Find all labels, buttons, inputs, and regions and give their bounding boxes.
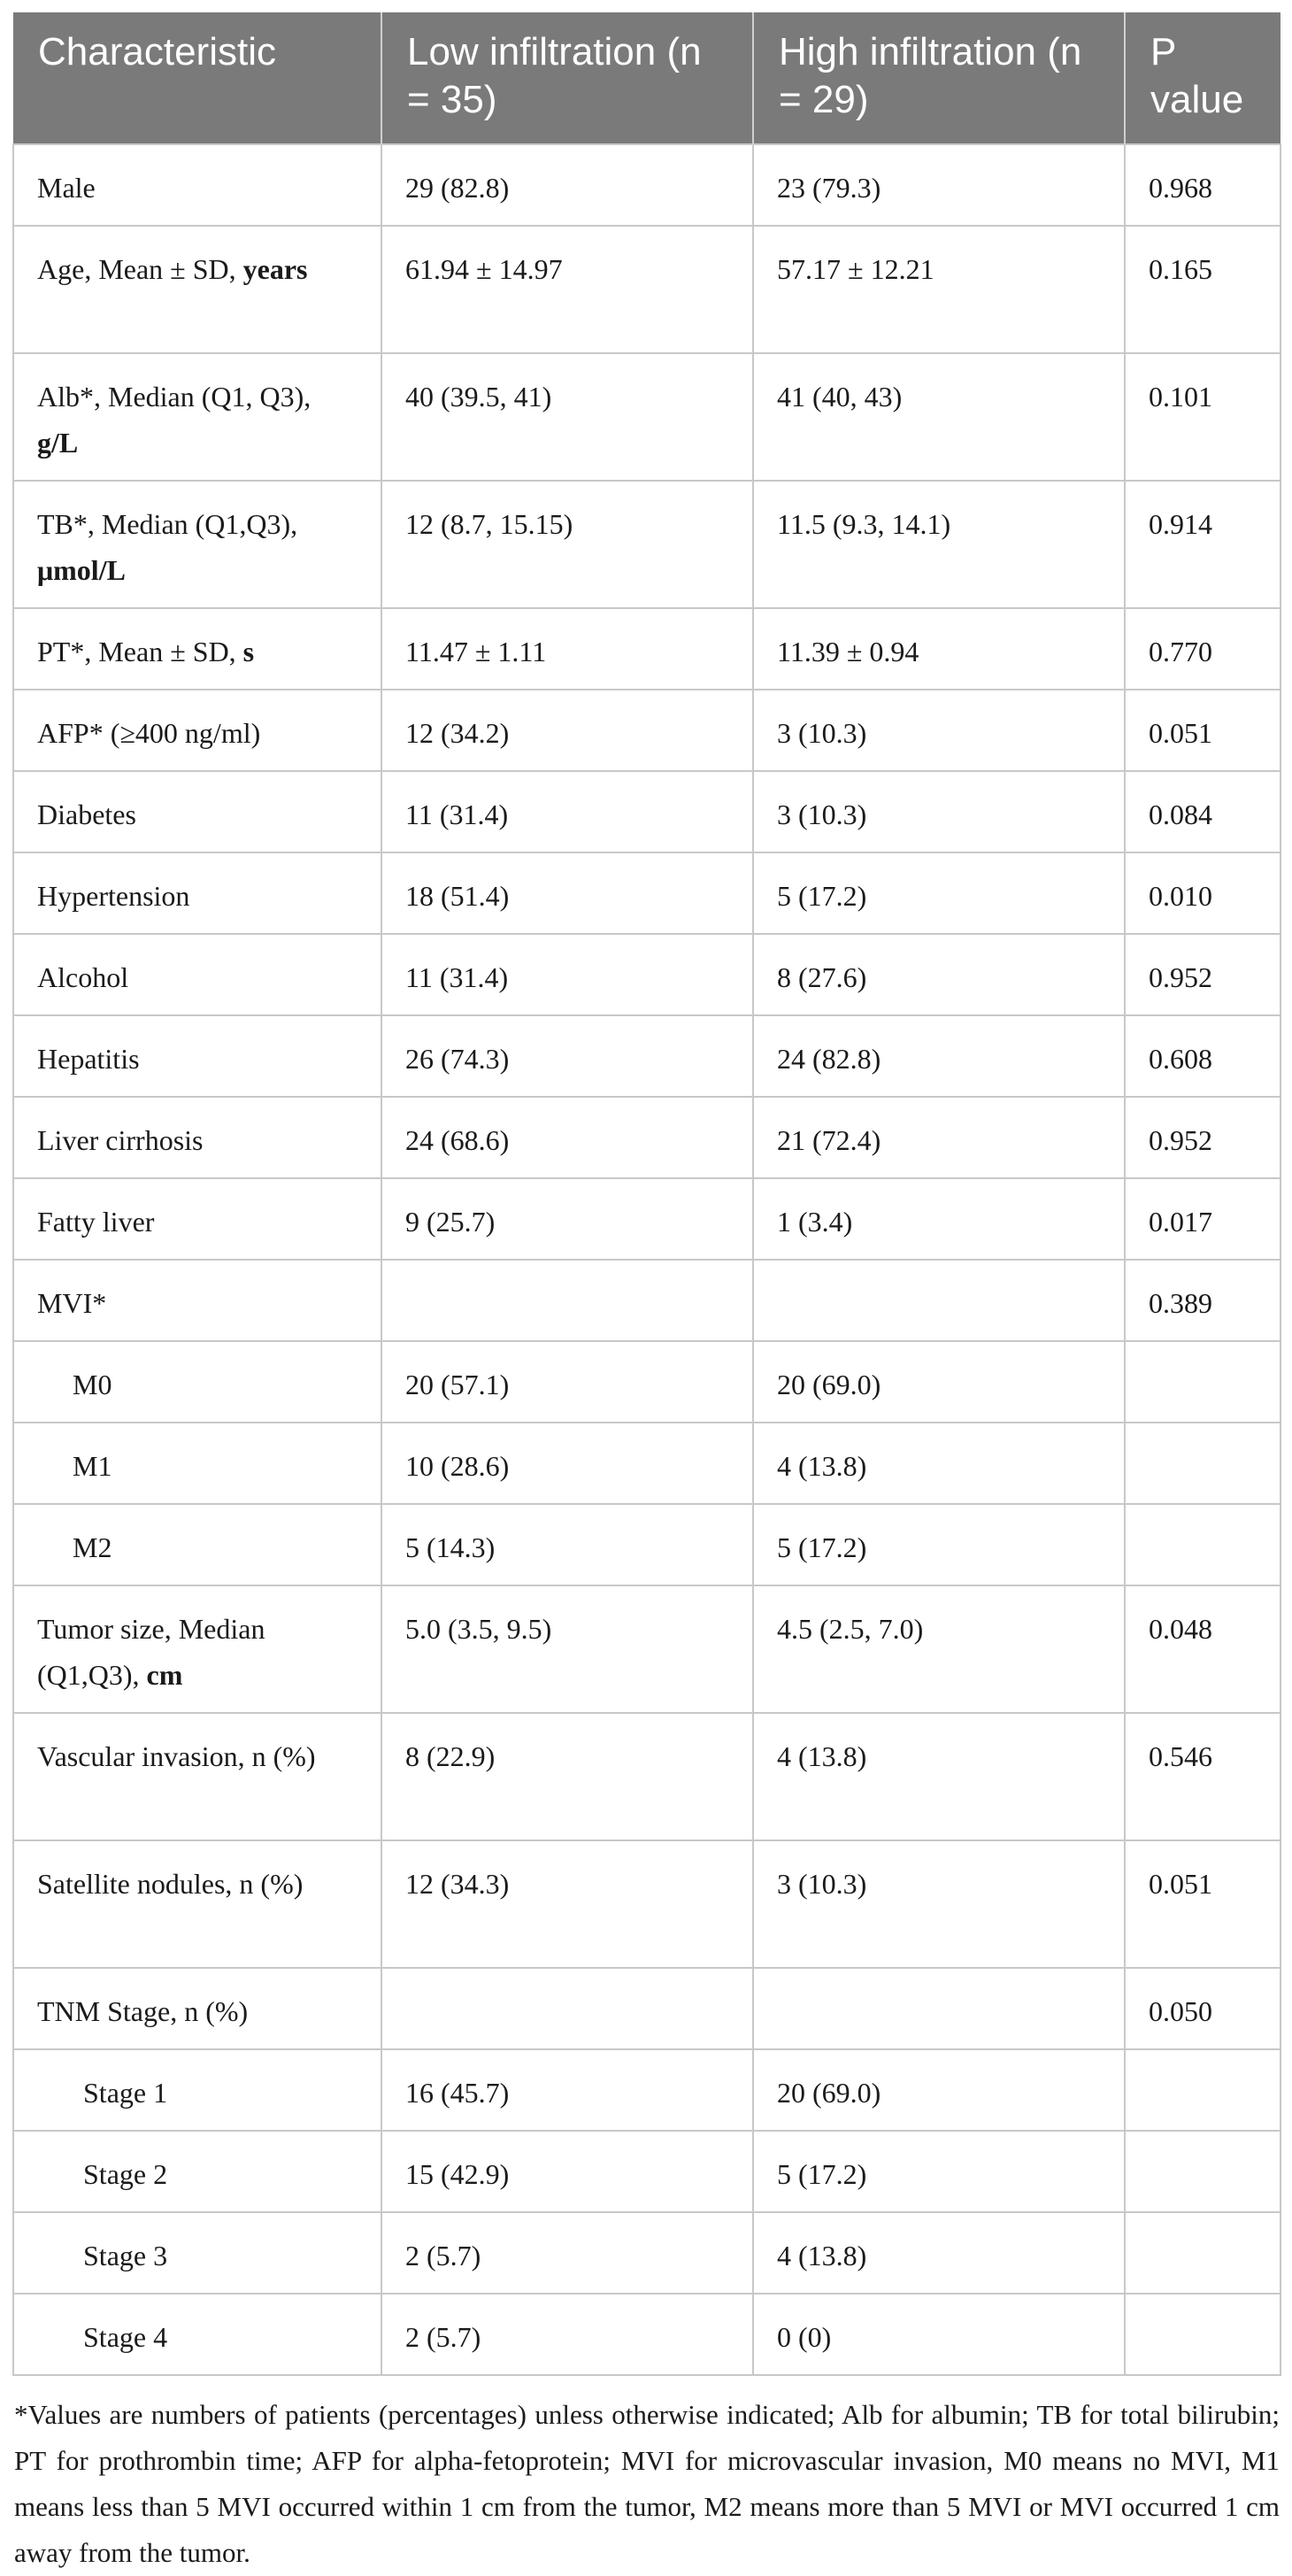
table-row (13, 226, 1280, 353)
characteristic-cell (13, 1713, 381, 1840)
characteristic-label: Diabetes (37, 798, 136, 830)
header-characteristic: Characteristic (13, 12, 381, 144)
table-row (13, 852, 1280, 934)
p-value-cell: 0.952 (1125, 1097, 1280, 1178)
p-value-cell: 0.968 (1125, 144, 1280, 226)
p-value-cell: 0.051 (1125, 1840, 1280, 1968)
characteristic-label: Hypertension (37, 880, 190, 912)
characteristic-cell (13, 934, 381, 1015)
characteristic-unit: years (242, 253, 308, 285)
p-value-cell: 0.608 (1125, 1015, 1280, 1097)
low-infiltration-cell (381, 1260, 753, 1341)
characteristic-cell (13, 608, 381, 690)
characteristic-cell (13, 1585, 381, 1713)
header-high-infiltration: High infiltration (n = 29) (753, 12, 1125, 144)
low-infiltration-cell: 16 (45.7) (381, 2049, 753, 2131)
table-body (13, 144, 1280, 2375)
table-row (13, 1097, 1280, 1178)
characteristic-unit: cm (146, 1659, 183, 1691)
high-infiltration-cell: 4.5 (2.5, 7.0) (753, 1585, 1125, 1713)
p-value-cell (1125, 2294, 1280, 2375)
low-infiltration-cell: 12 (34.2) (381, 690, 753, 771)
high-infiltration-cell: 20 (69.0) (753, 2049, 1125, 2131)
characteristic-cell (13, 1097, 381, 1178)
low-infiltration-cell: 61.94 ± 14.97 (381, 226, 753, 353)
high-infiltration-cell: 41 (40, 43) (753, 353, 1125, 481)
high-infiltration-cell: 23 (79.3) (753, 144, 1125, 226)
table-row (13, 1341, 1280, 1423)
high-infiltration-cell (753, 1260, 1125, 1341)
characteristic-label: AFP* (≥400 ng/ml) (37, 717, 261, 749)
high-infiltration-cell: 5 (17.2) (753, 852, 1125, 934)
table-row (13, 1713, 1280, 1840)
characteristic-label: Male (37, 172, 96, 204)
table-row (13, 1260, 1280, 1341)
low-infiltration-cell (381, 1968, 753, 2049)
p-value-cell (1125, 1504, 1280, 1585)
characteristic-label: Alb*, Median (Q1, Q3), (37, 381, 311, 413)
low-infiltration-cell: 18 (51.4) (381, 852, 753, 934)
p-value-cell: 0.010 (1125, 852, 1280, 934)
p-value-cell: 0.389 (1125, 1260, 1280, 1341)
characteristic-cell (13, 144, 381, 226)
characteristic-label: Alcohol (37, 961, 129, 993)
characteristic-cell (13, 1178, 381, 1260)
p-value-cell (1125, 2049, 1280, 2131)
characteristic-label: Fatty liver (37, 1206, 155, 1238)
characteristic-cell (13, 690, 381, 771)
low-infiltration-cell: 10 (28.6) (381, 1423, 753, 1504)
low-infiltration-cell: 29 (82.8) (381, 144, 753, 226)
table-row (13, 1423, 1280, 1504)
high-infiltration-cell: 3 (10.3) (753, 1840, 1125, 1968)
low-infiltration-cell: 11.47 ± 1.11 (381, 608, 753, 690)
high-infiltration-cell (753, 1968, 1125, 2049)
characteristic-label: Vascular invasion, n (%) (37, 1740, 316, 1772)
table-row (13, 1840, 1280, 1968)
table-row (13, 2294, 1280, 2375)
characteristic-cell (13, 226, 381, 353)
p-value-cell: 0.914 (1125, 481, 1280, 608)
high-infiltration-cell: 5 (17.2) (753, 1504, 1125, 1585)
characteristic-cell (13, 2049, 381, 2131)
low-infiltration-cell: 20 (57.1) (381, 1341, 753, 1423)
table-row (13, 1504, 1280, 1585)
low-infiltration-cell: 26 (74.3) (381, 1015, 753, 1097)
p-value-cell: 0.017 (1125, 1178, 1280, 1260)
table-row (13, 1968, 1280, 2049)
p-value-cell: 0.048 (1125, 1585, 1280, 1713)
p-value-cell: 0.051 (1125, 690, 1280, 771)
characteristic-label: Tumor size, Median (Q1,Q3), (37, 1613, 265, 1691)
characteristic-cell (13, 852, 381, 934)
p-value-cell (1125, 2212, 1280, 2294)
characteristic-cell (13, 1968, 381, 2049)
table-row (13, 144, 1280, 226)
high-infiltration-cell: 4 (13.8) (753, 1713, 1125, 1840)
high-infiltration-cell: 3 (10.3) (753, 690, 1125, 771)
p-value-cell (1125, 1341, 1280, 1423)
characteristic-unit: s (242, 636, 255, 667)
low-infiltration-cell: 11 (31.4) (381, 771, 753, 852)
table-row (13, 2212, 1280, 2294)
table-row (13, 2049, 1280, 2131)
table-row (13, 608, 1280, 690)
low-infiltration-cell: 11 (31.4) (381, 934, 753, 1015)
characteristic-cell (13, 1423, 381, 1504)
low-infiltration-cell: 12 (34.3) (381, 1840, 753, 1968)
characteristic-cell (13, 353, 381, 481)
table-row (13, 1585, 1280, 1713)
characteristic-unit: μmol/L (37, 554, 126, 586)
high-infiltration-cell: 11.39 ± 0.94 (753, 608, 1125, 690)
table-footnote: *Values are numbers of patients (percentages) unless otherwise indicated; Alb for albumin; TB for total bilirubin; PT for prothrombin time; AFP for alpha-fetoprotein; MVI for microvascular invasion, M0 means no MVI, M1 means less than 5 MVI occurred within 1 cm from the tumor, M2 means more than 5 MVI or MVI occurred 1 cm away from the tumor. (14, 2399, 1280, 2568)
high-infiltration-cell: 21 (72.4) (753, 1097, 1125, 1178)
characteristic-cell (13, 1260, 381, 1341)
characteristic-label: Liver cirrhosis (37, 1124, 204, 1156)
low-infiltration-cell: 24 (68.6) (381, 1097, 753, 1178)
characteristic-cell (13, 771, 381, 852)
table-row (13, 353, 1280, 481)
characteristic-unit: g/L (37, 427, 79, 459)
characteristic-cell (13, 1840, 381, 1968)
low-infiltration-cell: 2 (5.7) (381, 2212, 753, 2294)
characteristic-label: MVI* (37, 1287, 107, 1319)
table-row (13, 481, 1280, 608)
characteristic-cell (13, 481, 381, 608)
low-infiltration-cell: 8 (22.9) (381, 1713, 753, 1840)
header-low-infiltration: Low infiltration (n = 35) (381, 12, 753, 144)
characteristic-cell (13, 1341, 381, 1423)
characteristic-label: M2 (73, 1531, 112, 1563)
high-infiltration-cell: 5 (17.2) (753, 2131, 1125, 2212)
p-value-cell (1125, 2131, 1280, 2212)
high-infiltration-cell: 20 (69.0) (753, 1341, 1125, 1423)
p-value-cell: 0.084 (1125, 771, 1280, 852)
p-value-cell: 0.770 (1125, 608, 1280, 690)
characteristic-label: Stage 2 (83, 2158, 168, 2190)
low-infiltration-cell: 12 (8.7, 15.15) (381, 481, 753, 608)
table-row (13, 690, 1280, 771)
characteristic-label: Age, Mean ± SD, (37, 253, 243, 285)
header-p-value: P value (1125, 12, 1280, 144)
low-infiltration-cell: 15 (42.9) (381, 2131, 753, 2212)
table-row (13, 2131, 1280, 2212)
high-infiltration-cell: 11.5 (9.3, 14.1) (753, 481, 1125, 608)
characteristic-label: Stage 3 (83, 2240, 168, 2271)
characteristic-label: PT*, Mean ± SD, (37, 636, 243, 667)
high-infiltration-cell: 57.17 ± 12.21 (753, 226, 1125, 353)
high-infiltration-cell: 4 (13.8) (753, 1423, 1125, 1504)
characteristic-cell (13, 2131, 381, 2212)
characteristic-label: TB*, Median (Q1,Q3), (37, 508, 298, 540)
characteristic-label: Satellite nodules, n (%) (37, 1868, 304, 1900)
low-infiltration-cell: 5.0 (3.5, 9.5) (381, 1585, 753, 1713)
high-infiltration-cell: 8 (27.6) (753, 934, 1125, 1015)
p-value-cell: 0.546 (1125, 1713, 1280, 1840)
p-value-cell: 0.101 (1125, 353, 1280, 481)
characteristic-cell (13, 1504, 381, 1585)
table-header-row (13, 12, 1280, 144)
table-row (13, 934, 1280, 1015)
table-row (13, 1015, 1280, 1097)
characteristics-table (12, 12, 1281, 2376)
characteristic-label: Hepatitis (37, 1043, 140, 1075)
characteristic-cell (13, 2294, 381, 2375)
p-value-cell: 0.165 (1125, 226, 1280, 353)
low-infiltration-cell: 40 (39.5, 41) (381, 353, 753, 481)
p-value-cell: 0.952 (1125, 934, 1280, 1015)
high-infiltration-cell: 24 (82.8) (753, 1015, 1125, 1097)
characteristic-label: M1 (73, 1450, 112, 1482)
characteristic-cell (13, 1015, 381, 1097)
characteristic-label: Stage 4 (83, 2321, 168, 2353)
high-infiltration-cell: 3 (10.3) (753, 771, 1125, 852)
characteristic-label: TNM Stage, n (%) (37, 1995, 249, 2027)
high-infiltration-cell: 0 (0) (753, 2294, 1125, 2375)
high-infiltration-cell: 4 (13.8) (753, 2212, 1125, 2294)
p-value-cell: 0.050 (1125, 1968, 1280, 2049)
table-row (13, 771, 1280, 852)
characteristic-cell (13, 2212, 381, 2294)
characteristic-label: M0 (73, 1369, 112, 1400)
low-infiltration-cell: 5 (14.3) (381, 1504, 753, 1585)
document (12, 12, 1280, 2576)
high-infiltration-cell: 1 (3.4) (753, 1178, 1125, 1260)
p-value-cell (1125, 1423, 1280, 1504)
low-infiltration-cell: 2 (5.7) (381, 2294, 753, 2375)
characteristic-label: Stage 1 (83, 2077, 168, 2109)
low-infiltration-cell: 9 (25.7) (381, 1178, 753, 1260)
table-row (13, 1178, 1280, 1260)
